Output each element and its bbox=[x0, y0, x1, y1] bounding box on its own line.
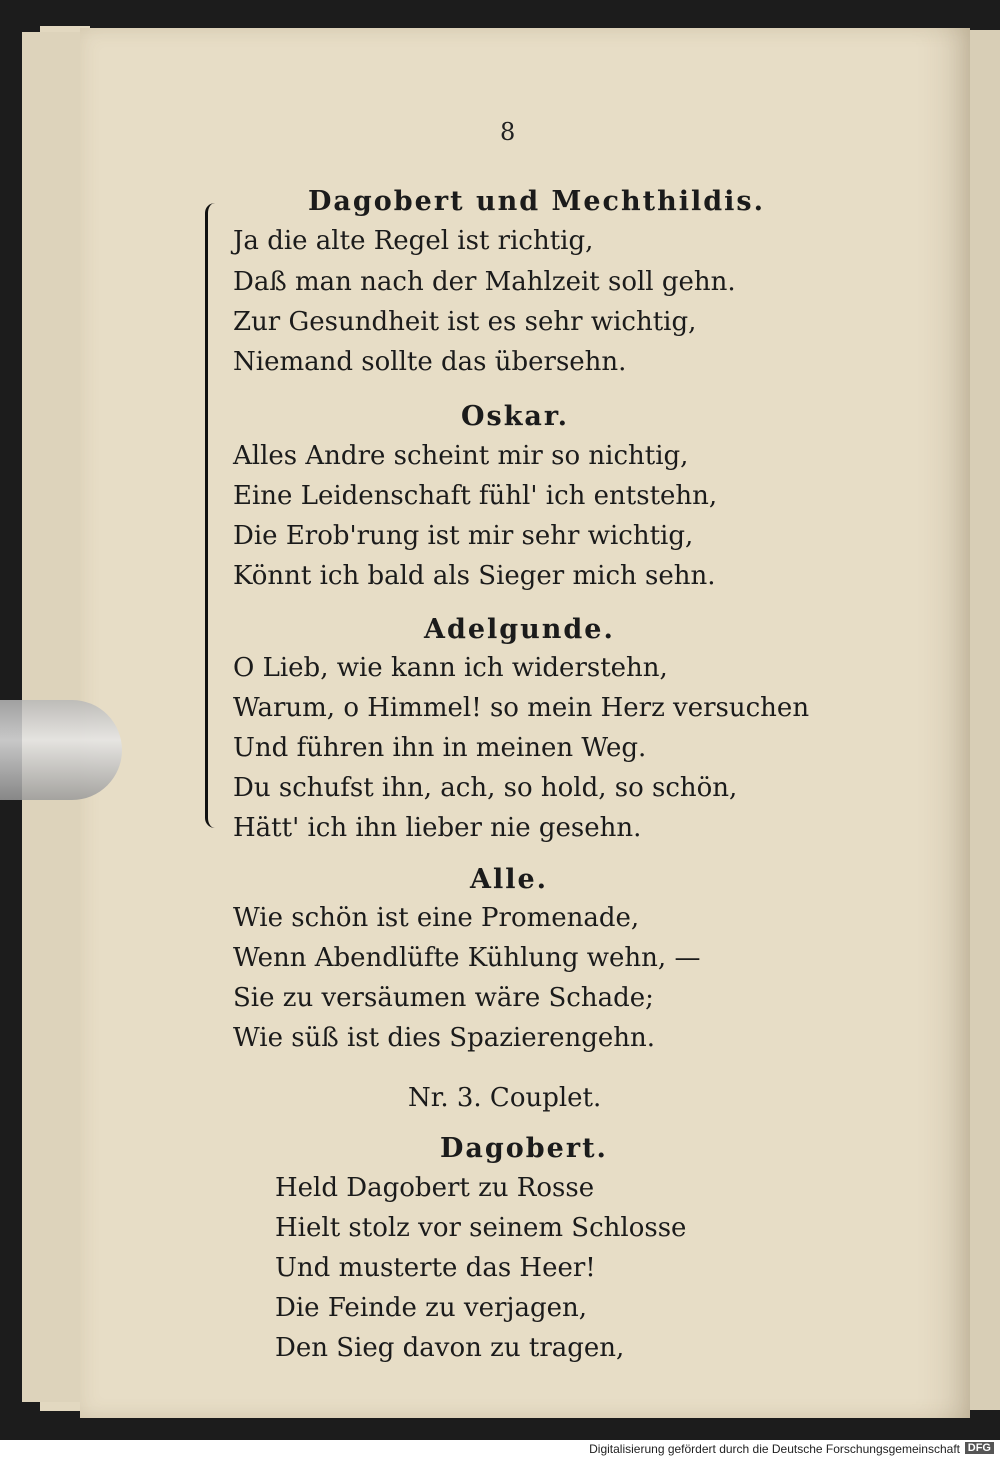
heading-adelgunde: Adelgunde. bbox=[424, 614, 615, 645]
dfg-logo: DFG bbox=[965, 1442, 994, 1454]
verse-line: Eine Leidenschaft fühl' ich entstehn, bbox=[233, 481, 718, 511]
page-clip bbox=[0, 700, 122, 800]
page-number: 8 bbox=[500, 118, 516, 146]
verse-line: Wenn Abendlüfte Kühlung wehn, — bbox=[233, 943, 701, 973]
verse-line: Die Feinde zu verjagen, bbox=[275, 1293, 587, 1323]
heading-oskar: Oskar. bbox=[461, 401, 570, 432]
couplet-title: Nr. 3. Couplet. bbox=[408, 1083, 602, 1113]
verse-line: Sie zu versäumen wäre Schade; bbox=[233, 983, 654, 1013]
footer-bar bbox=[0, 1440, 1000, 1459]
verse-line: Du schufst ihn, ach, so hold, so schön, bbox=[233, 773, 738, 803]
verse-line: Ja die alte Regel ist richtig, bbox=[233, 226, 594, 256]
footer-credit: Digitalisierung gefördert durch die Deutsche Forschungsgemeinschaft bbox=[589, 1442, 960, 1456]
verse-line: Daß man nach der Mahlzeit soll gehn. bbox=[233, 267, 736, 297]
verse-line: O Lieb, wie kann ich widerstehn, bbox=[233, 653, 668, 683]
verse-line: Alles Andre scheint mir so nichtig, bbox=[233, 441, 689, 471]
heading-dagobert: Dagobert. bbox=[440, 1133, 608, 1164]
verse-line: Könnt ich bald als Sieger mich sehn. bbox=[233, 561, 716, 591]
verse-line: Und musterte das Heer! bbox=[275, 1253, 596, 1283]
verse-line: Wie schön ist eine Promenade, bbox=[233, 903, 640, 933]
verse-line: Warum, o Himmel! so mein Herz versuchen bbox=[233, 693, 810, 723]
verse-line: Hielt stolz vor seinem Schlosse bbox=[275, 1213, 687, 1243]
brace-bracket bbox=[205, 203, 226, 828]
verse-line: Zur Gesundheit ist es sehr wichtig, bbox=[233, 307, 697, 337]
heading-alle: Alle. bbox=[470, 864, 549, 895]
verse-line: Wie süß ist dies Spazierengehn. bbox=[233, 1023, 655, 1053]
verse-line: Und führen ihn in meinen Weg. bbox=[233, 733, 647, 763]
verse-line: Die Erob'rung ist mir sehr wichtig, bbox=[233, 521, 694, 551]
verse-line: Den Sieg davon zu tragen, bbox=[275, 1333, 625, 1363]
verse-line: Hätt' ich ihn lieber nie gesehn. bbox=[233, 813, 642, 843]
heading-dagobert-mechthildis: Dagobert und Mechthildis. bbox=[308, 186, 765, 217]
verse-line: Held Dagobert zu Rosse bbox=[275, 1173, 595, 1203]
verse-line: Niemand sollte das übersehn. bbox=[233, 347, 627, 377]
facing-page-edge bbox=[965, 30, 1000, 1410]
